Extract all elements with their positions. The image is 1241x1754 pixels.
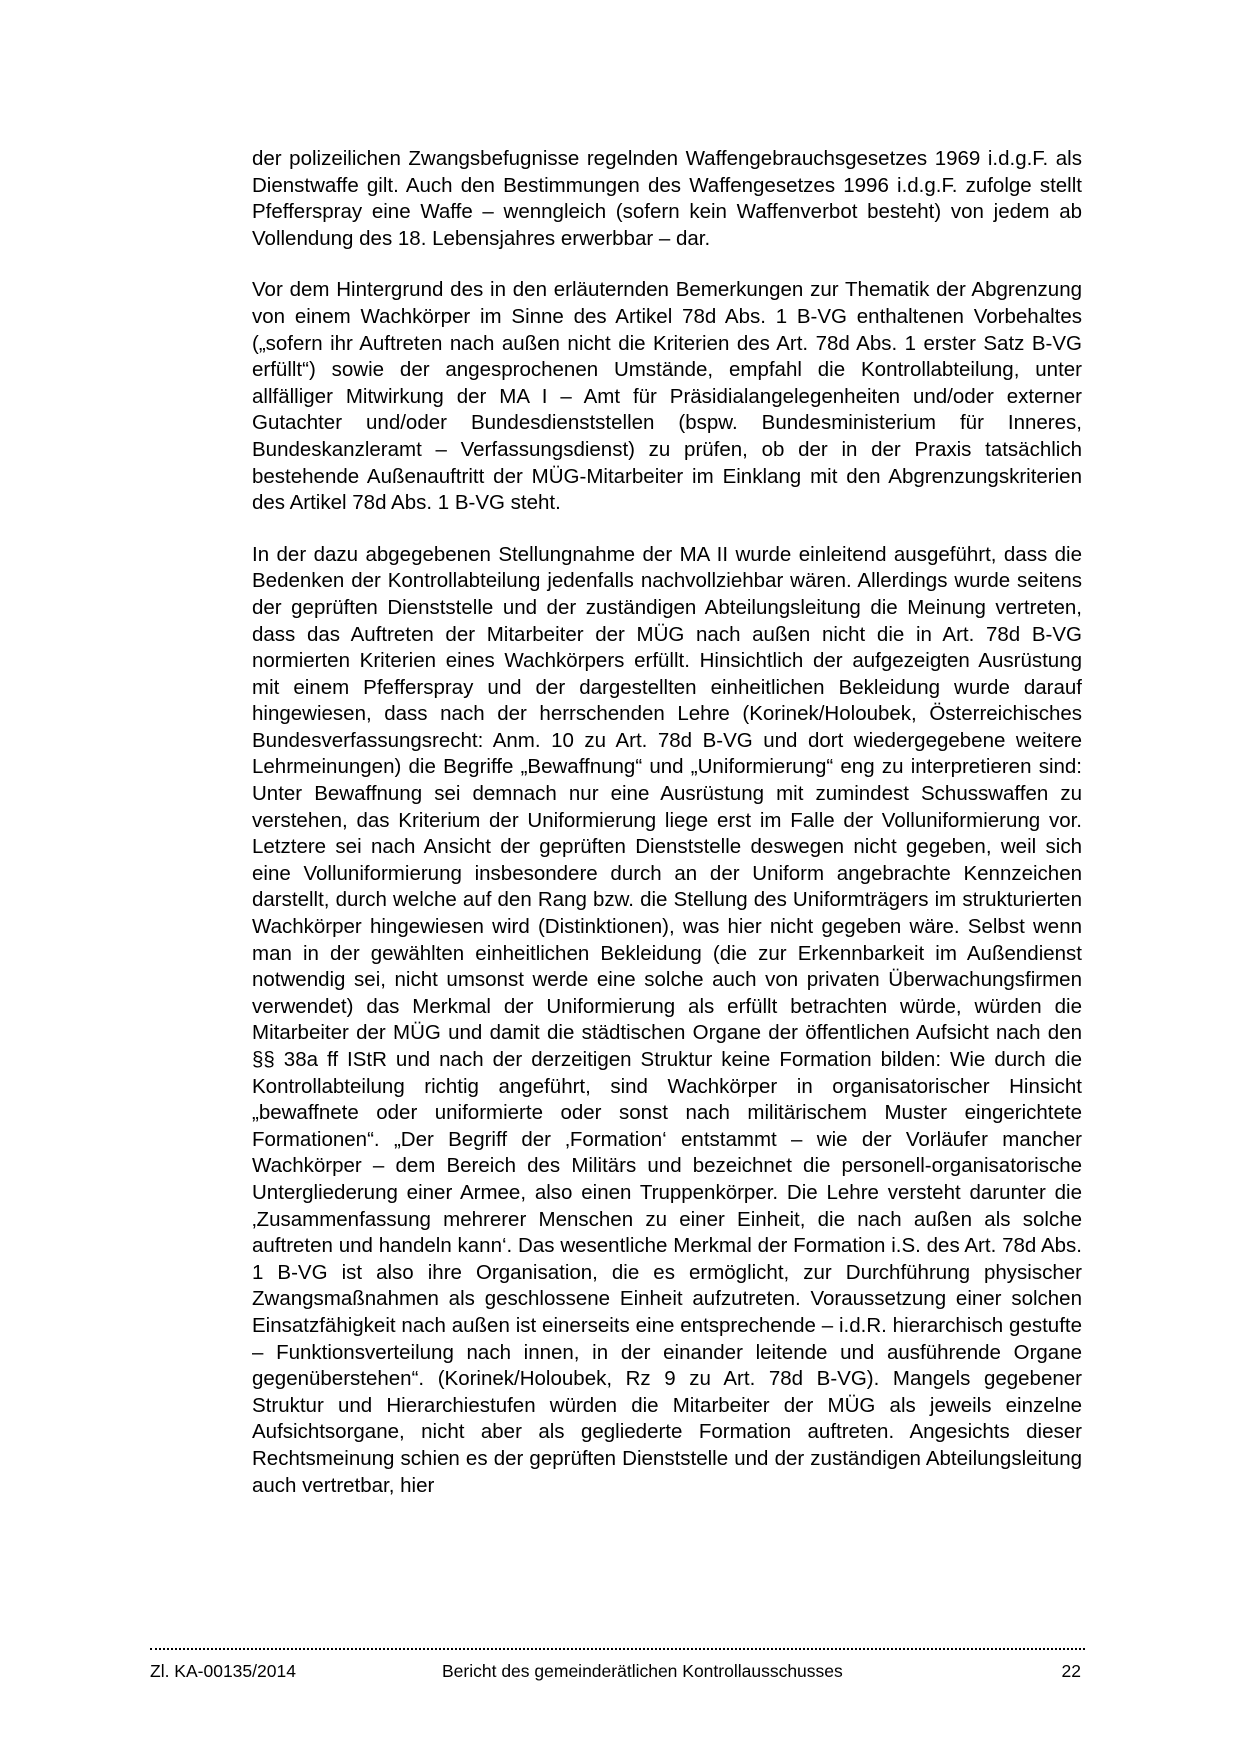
document-body — [252, 146, 1082, 1499]
footer-reference: Zl. KA-00135/2014 — [150, 1661, 296, 1681]
footer-title: Bericht des gemeinderätlichen Kontrollausschusses — [442, 1661, 843, 1681]
paragraph-stellungnahme: In der dazu abgegebenen Stellungnahme der MA II wurde einleitend ausgeführt, dass die Bedenken der Kontrollabteilung jedenfalls nachvollziehbar wären. Allerdings wurde seitens der geprüften Dienststelle und der zuständigen Abteilungsleitung die Meinung vertreten, dass das Auftreten der Mitarbeiter der MÜG nach außen nicht die in Art. 78d B-VG normierten Kriterien eines Wachkörpers erfüllt. Hinsichtlich der aufgezeigten Ausrüstung mit einem Pfefferspray und der dargestellten einheitlichen Bekleidung wurde darauf hingewiesen, dass nach der herrschenden Lehre (Korinek/Holoubek, Österreichisches Bundesverfassungsrecht: Anm. 10 zu Art. 78d B-VG und dort wiedergegebene weitere Lehrmeinungen) die Begriffe „Bewaffnung“ und „Uniformierung“ eng zu interpretieren sind: Unter Bewaffnung sei demnach nur eine Ausrüstung mit zumindest Schusswaffen zu verstehen, das Kriterium der Uniformierung liege erst im Falle der Volluniformierung vor. Letztere sei nach Ansicht der geprüften Dienststelle deswegen nicht gegeben, weil sich eine Volluniformierung insbesondere durch an der Uniform angebrachte Kennzeichen darstellt, durch welche auf den Rang bzw. die Stellung des Uniformträgers im strukturierten Wachkörper hingewiesen wird (Distinktionen), was hier nicht gegeben wäre. Selbst wenn man in der gewählten einheitlichen Bekleidung (die zur Erkennbarkeit im Außendienst notwendig sei, nicht umsonst werde eine solche auch von privaten Überwachungsfirmen verwendet) das Merkmal der Uniformierung als erfüllt betrachten würde, würden die Mitarbeiter der MÜG und damit die städtischen Organe der öffentlichen Aufsicht nach den §§ 38a ff IStR und nach der derzeitigen Struktur keine Formation bilden: Wie durch die Kontrollabteilung richtig angeführt, sind Wachkörper in organisatorischer Hinsicht „bewaffnete oder uniformierte oder sonst nach militärischem Muster eingerichtete Formationen“. „Der Begriff der ‚Formation‘ entstammt – wie der Vorläufer mancher Wachkörper – dem Bereich des Militärs und bezeichnet die personell-organisatorische Untergliederung einer Armee, also einen Truppenkörper. Die Lehre versteht darunter die ‚Zusammenfassung mehrerer Menschen zu einer Einheit, die nach außen als solche auftreten und handeln kann‘. Das wesentliche Merkmal der Formation i.S. des Art. 78d Abs. 1 B-VG ist also ihre Organisation, die es ermöglicht, zur Durchführung physischer Zwangsmaßnahmen als geschlossene Einheit aufzutreten. Voraussetzung einer solchen Einsatzfähigkeit nach außen ist einerseits eine entsprechende – i.d.R. hierarchisch gestufte – Funktionsverteilung nach innen, in der einander leitende und ausführende Organe gegenüberstehen“. (Korinek/Holoubek, Rz 9 zu Art. 78d B-VG). Mangels gegebener Struktur und Hierarchiestufen würden die Mitarbeiter der MÜG als jeweils einzelne Aufsichtsorgane, nicht aber als gegliederte Formation auftreten. Angesichts dieser Rechtsmeinung schien es der geprüften Dienststelle und der zuständigen Abteilungsleitung auch vertretbar, hier — [252, 542, 1082, 1497]
page-footer — [150, 1660, 1085, 1686]
page-number: 22 — [1061, 1661, 1081, 1681]
paragraph-waffengebrauch: der polizeilichen Zwangsbefugnisse regelnden Waffengebrauchsgesetzes 1969 i.d.g.F. als Dienstwaffe gilt. Auch den Bestimmungen des Waffengesetzes 1996 i.d.g.F. zufolge stellt Pfefferspray eine Waffe – wenngleich (sofern kein Waffenverbot besteht) von jedem ab Vollendung des 18. Lebensjahres erwerbbar – dar. — [252, 147, 1082, 250]
paragraph-empfehlung: Vor dem Hintergrund des in den erläuternden Bemerkungen zur Thematik der Abgrenzung von einem Wachkörper im Sinne des Artikel 78d Abs. 1 B-VG enthaltenen Vorbehaltes („sofern ihr Auftreten nach außen nicht die Kriterien des Art. 78d Abs. 1 erster Satz B-VG erfüllt“) sowie der angesprochenen Umstände, empfahl die Kontrollabteilung, unter allfälliger Mitwirkung der MA I – Amt für Präsidialangelegenheiten und/oder externer Gutachter und/oder Bundesdienststellen (bspw. Bundesministerium für Inneres, Bundeskanzleramt – Verfassungsdienst) zu prüfen, ob der in der Praxis tatsächlich bestehende Außenauftritt der MÜG-Mitarbeiter im Einklang mit den Abgrenzungskriterien des Artikel 78d Abs. 1 B-VG steht. — [252, 278, 1082, 515]
footer-divider — [150, 1648, 1085, 1650]
